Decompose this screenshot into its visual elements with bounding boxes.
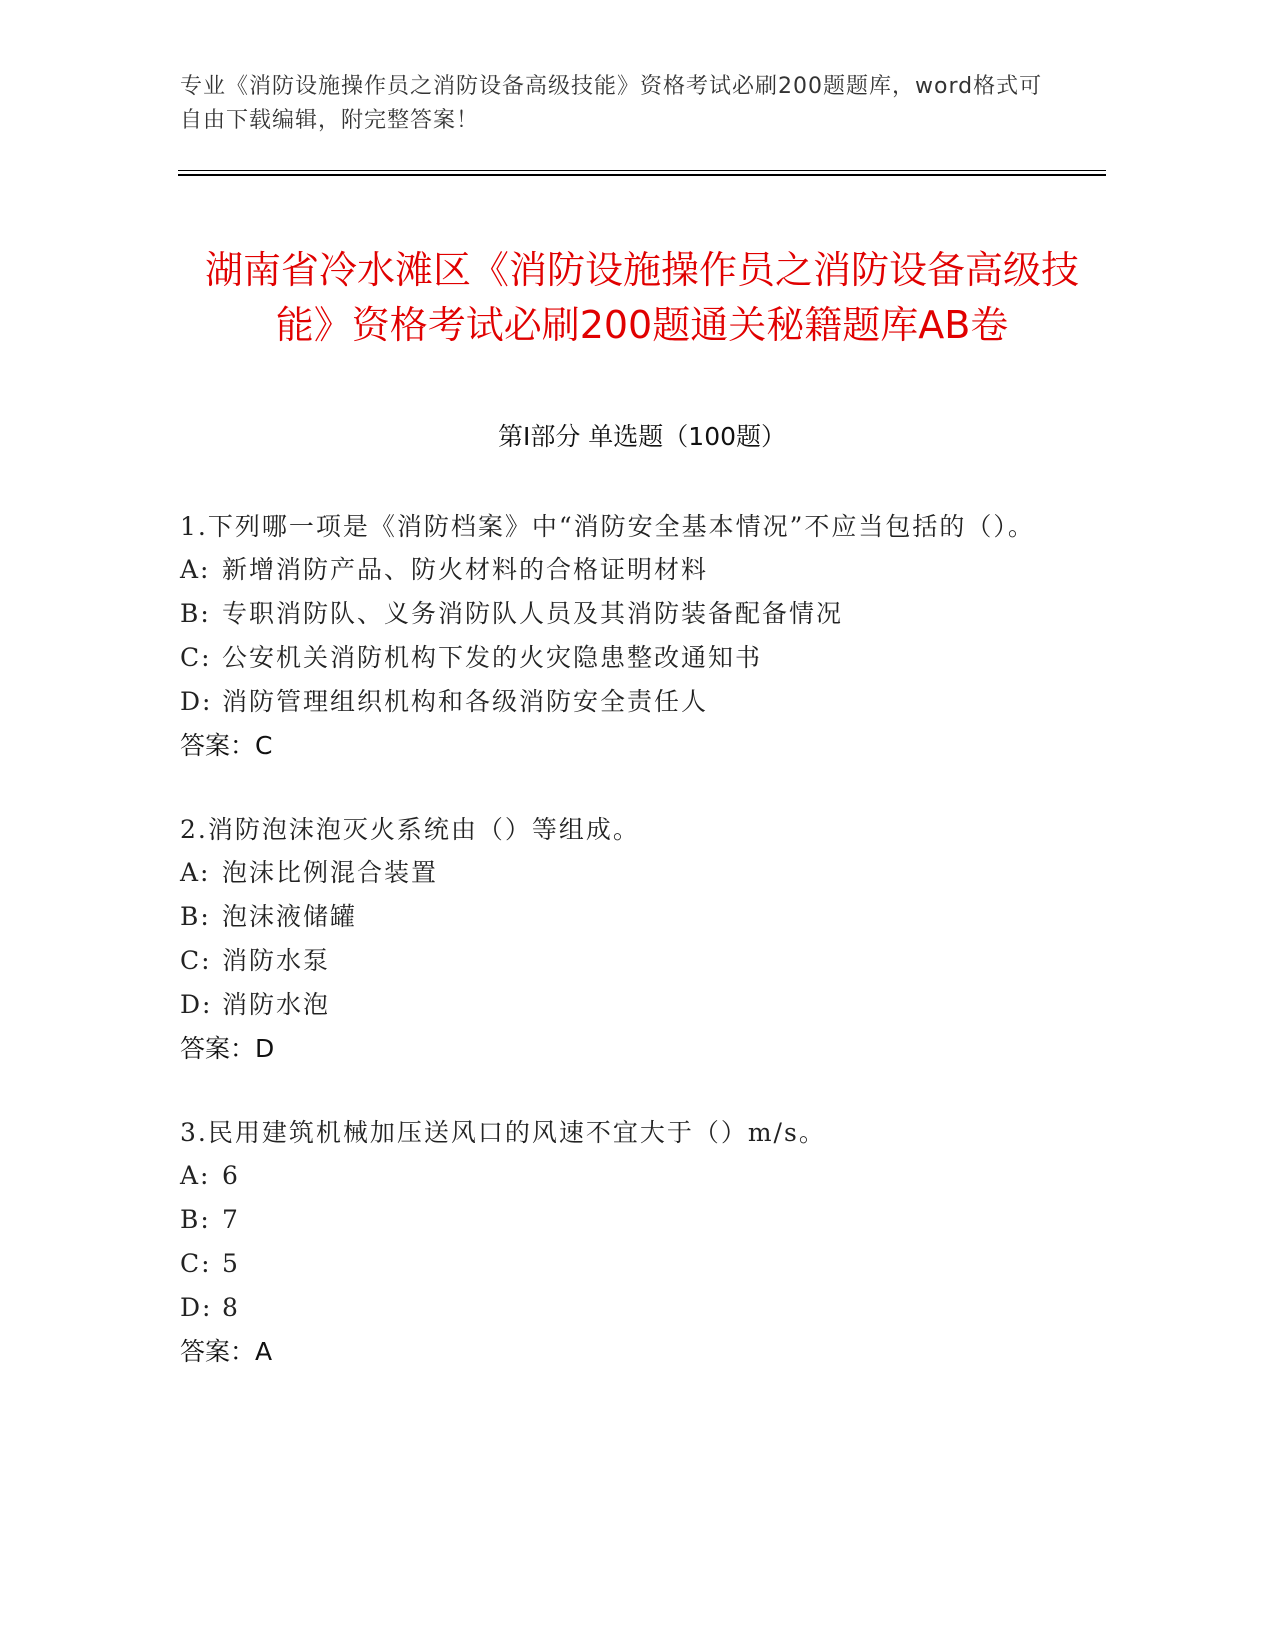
- option-key: C:: [180, 1249, 212, 1278]
- question-text: 1.下列哪一项是《消防档案》中“消防安全基本情况”不应当包括的（）。: [180, 512, 1035, 541]
- question-text: 3.民用建筑机械加压送风口的风速不宜大于（）m/s。: [180, 1118, 826, 1147]
- question-list: [180, 505, 1060, 1414]
- option-text: 5: [222, 1249, 240, 1278]
- option-key: B:: [180, 1205, 211, 1234]
- option-text: 7: [222, 1205, 240, 1234]
- option-a: [180, 548, 1060, 592]
- header-note: 专业《消防设施操作员之消防设备高级技能》资格考试必刷200题题库，word格式可自由下载编辑，附完整答案！: [180, 74, 1043, 133]
- option-key: A:: [180, 858, 211, 887]
- option-a: [180, 851, 1060, 895]
- question-text: 2.消防泡沫泡灭火系统由（）等组成。: [180, 815, 640, 844]
- option-d: [180, 1286, 1060, 1330]
- option-key: C:: [180, 946, 212, 975]
- option-key: A:: [180, 1161, 211, 1190]
- option-c: [180, 636, 1060, 680]
- answer-line: 答案：C: [180, 731, 273, 760]
- answer-line: 答案：A: [180, 1337, 273, 1366]
- option-b: [180, 895, 1060, 939]
- option-text: 消防水泵: [222, 946, 331, 975]
- option-text: 泡沫比例混合装置: [222, 858, 439, 887]
- option-key: A:: [180, 555, 211, 584]
- option-text: 消防管理组织机构和各级消防安全责任人: [222, 687, 709, 716]
- header-divider-thick: [178, 174, 1106, 176]
- option-key: D:: [180, 990, 213, 1019]
- option-d: [180, 983, 1060, 1027]
- option-key: B:: [180, 599, 211, 628]
- answer-line: 答案：D: [180, 1034, 275, 1063]
- option-text: 新增消防产品、防火材料的合格证明材料: [222, 555, 709, 584]
- option-text: 专职消防队、义务消防队人员及其消防装备配备情况: [222, 599, 844, 628]
- document-title: 湖南省冷水滩区《消防设施操作员之消防设备高级技能》资格考试必刷200题通关秘籍题库AB卷: [204, 248, 1079, 348]
- option-b: [180, 1198, 1060, 1242]
- option-c: [180, 939, 1060, 983]
- option-b: [180, 592, 1060, 636]
- question-1: [180, 505, 1060, 768]
- option-text: 6: [222, 1161, 240, 1190]
- option-text: 消防水泡: [222, 990, 331, 1019]
- header-divider-thin: [178, 170, 1106, 171]
- option-key: C:: [180, 643, 212, 672]
- option-text: 公安机关消防机构下发的火灾隐患整改通知书: [222, 643, 763, 672]
- option-text: 8: [222, 1293, 240, 1322]
- option-key: B:: [180, 902, 211, 931]
- question-2: [180, 808, 1060, 1071]
- option-key: D:: [180, 687, 213, 716]
- section-heading: 第Ⅰ部分 单选题（100题）: [497, 422, 787, 451]
- question-3: [180, 1111, 1060, 1374]
- option-key: D:: [180, 1293, 213, 1322]
- option-a: [180, 1154, 1060, 1198]
- option-c: [180, 1242, 1060, 1286]
- option-d: [180, 680, 1060, 724]
- option-text: 泡沫液储罐: [222, 902, 358, 931]
